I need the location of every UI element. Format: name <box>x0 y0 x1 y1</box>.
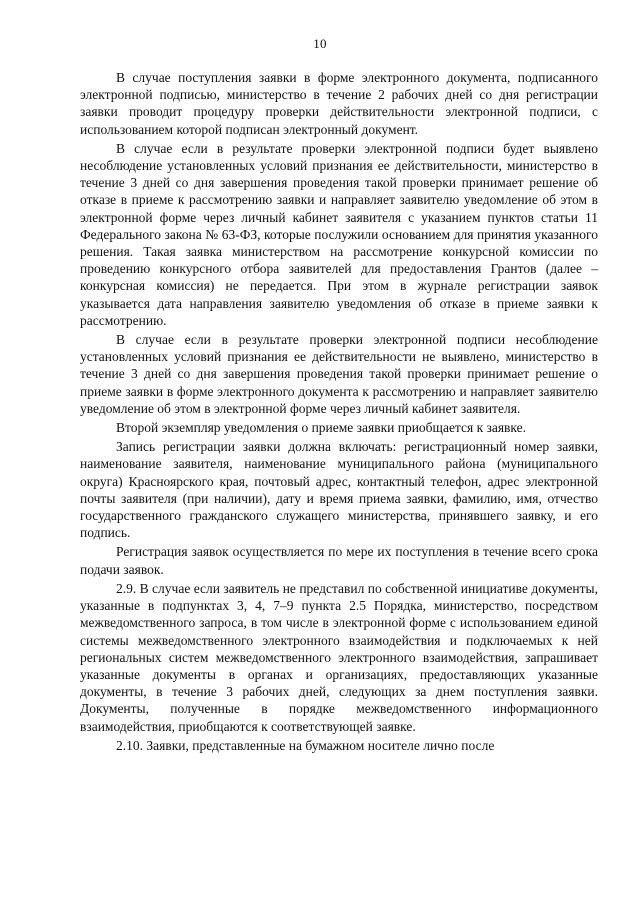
paragraph-registration-record: Запись регистрации заявки должна включать: регистрационный номер заявки, наименование заявителя, наименование муниципального района (муниципального округа) Красноярского края, почтовый адрес, контактный телефон, адрес электронной почты заявителя (при наличии), дату и время приема заявки, фамилию, имя, отчество государственного гражданского служащего министерства, принявшего заявку, и его подпись. <box>80 439 598 541</box>
paragraph-electronic-signature-check: В случае поступления заявки в форме электронного документа, подписанного электронной подписью, министерство в течение 2 рабочих дней со дня регистрации заявки проводит процедуру проверки действительности электронной подписи, с использованием которой подписан электронный документ. <box>80 70 598 137</box>
paragraph-registration-order: Регистрация заявок осуществляется по мере их поступления в течение всего срока подачи заявок. <box>80 544 598 577</box>
paragraph-signature-valid: В случае если в результате проверки электронной подписи несоблюдение установленных условий признания ее действительности не выявлено, министерство в течение 3 дней со дня завершения проведения такой проверки принимает решение о приеме заявки в форме электронного документа к рассмотрению и направляет заявителю уведомление об этом в электронной форме через личный кабинет заявителя. <box>80 332 598 416</box>
document-body <box>80 69 598 756</box>
page-number: 10 <box>313 36 327 51</box>
paragraph-section-2-9: 2.9. В случае если заявитель не представил по собственной инициативе документы, указанные в подпунктах 3, 4, 7–9 пункта 2.5 Порядка, министерство, посредством межведомственного запроса, в том числе в электронной форме с использованием единой системы межведомственного электронного взаимодействия и подключаемых к ней региональных систем межведомственного электронного взаимодействия, запрашивает указанные документы в органах и организациях, предоставляющих указанные документы, в течение 3 рабочих дней, следующих за днем поступления заявки. Документы, полученные в порядке межведомственного информационного взаимодействия, приобщаются к соответствующей заявке. <box>80 580 598 734</box>
paragraph-section-2-10: 2.10. Заявки, представленные на бумажном носителе лично после <box>116 737 495 753</box>
paragraph-signature-invalid: В случае если в результате проверки электронной подписи будет выявлено несоблюдение установленных условий признания ее действительности, министерство в течение 3 дней со дня завершения проведения такой проверки принимает решение об отказе в приеме к рассмотрению заявки и направляет заявителю уведомление об этом в электронной форме через личный кабинет заявителя с указанием пунктов статьи 11 Федерального закона № 63-ФЗ, которые послужили основанием для принятия указанного решения. Такая заявка министерством на рассмотрение конкурсной комиссии по проведению конкурсного отбора заявителей для предоставления Грантов (далее – конкурсная комиссия) не передается. При этом в журнале регистрации заявок указывается дата направления заявителю уведомления об отказе в приеме заявки к рассмотрению. <box>80 140 598 328</box>
paragraph-second-copy: Второй экземпляр уведомления о приеме заявки приобщается к заявке. <box>116 420 527 436</box>
